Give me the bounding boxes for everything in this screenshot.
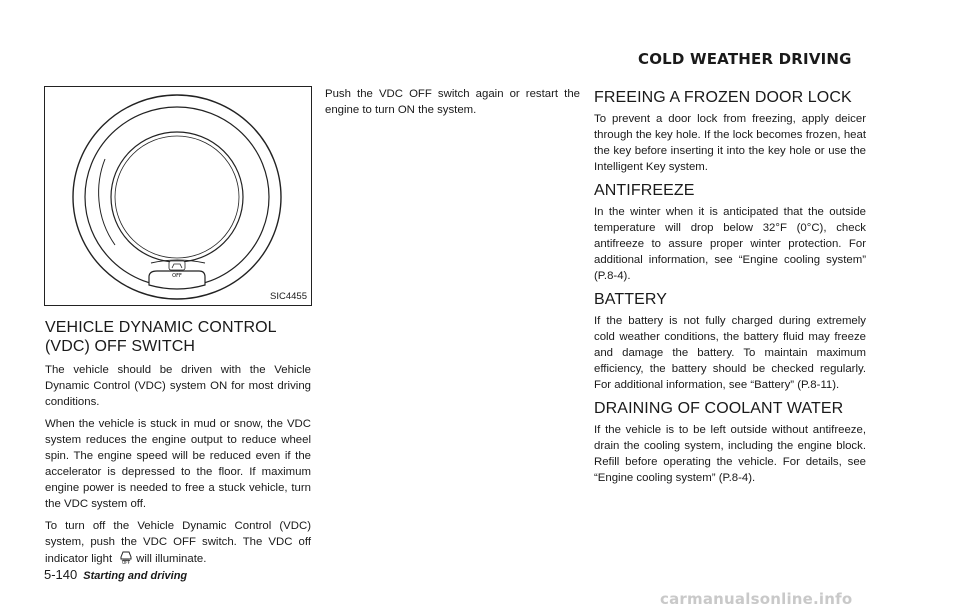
paragraph: The vehicle should be driven with the Vehicle Dynamic Control (VDC) system ON for most driving conditions.: [45, 364, 311, 408]
paragraph: If the vehicle is to be left outside without antifreeze, drain the cooling system, including the engine block. Refill before operating the vehicle. For details, see “Engine cooling system” (P.8-4).: [594, 424, 866, 484]
paragraph: If the battery is not fully charged during extremely cold weather conditions, the battery fluid may freeze and damage the battery. To maintain maximum efficiency, the battery should be checked regularly. For additional information, see “Battery” (P.8-11).: [594, 315, 866, 391]
antifreeze-heading: ANTIFREEZE: [594, 182, 695, 199]
vdc-switch-figure: [44, 86, 312, 306]
middle-column: [325, 86, 580, 124]
vdc-off-switch-illustration: [45, 87, 311, 305]
paragraph-text: will illuminate.: [136, 553, 207, 565]
draining-coolant-heading: DRAINING OF COOLANT WATER: [594, 400, 844, 417]
vdc-off-switch-heading: VEHICLE DYNAMIC CONTROL (VDC) OFF SWITCH: [45, 319, 277, 355]
right-column: [594, 88, 866, 492]
svg-text:OFF: OFF: [122, 559, 130, 564]
paragraph: [45, 518, 311, 567]
figure-label: SIC4455: [270, 291, 307, 302]
battery-heading: BATTERY: [594, 291, 668, 308]
page-footer: [44, 567, 187, 582]
frozen-door-lock-heading: FREEING A FROZEN DOOR LOCK: [594, 89, 852, 106]
left-column: [45, 318, 311, 573]
footer-chapter-title: Starting and driving: [83, 570, 188, 582]
paragraph: Push the VDC OFF switch again or restart the engine to turn ON the system.: [325, 88, 580, 116]
paragraph-text: To turn off the Vehicle Dynamic Control (VDC) system, push the VDC OFF switch. The VDC off indicator light: [45, 520, 311, 565]
section-title: COLD WEATHER DRIVING: [638, 50, 852, 68]
paragraph: To prevent a door lock from freezing, apply deicer through the key hole. If the lock becomes frozen, heat the key before inserting it into the key hole or use the Intelligent Key system.: [594, 113, 866, 173]
paragraph: When the vehicle is stuck in mud or snow, the VDC system reduces the engine output to reduce wheel spin. The engine speed will be reduced even if the accelerator is depressed to the floor. If maximum engine power is needed to free a stuck vehicle, turn the VDC system off.: [45, 418, 311, 510]
page-number: 5-140: [44, 567, 78, 582]
watermark: carmanualsonline.info: [660, 590, 853, 608]
paragraph: In the winter when it is anticipated that the outside temperature will drop below 32°F (0°C), check antifreeze to assure proper winter protection. For additional information, see “Engine cooling system” (P.8-4).: [594, 206, 866, 282]
vdc-off-indicator-icon: [118, 550, 134, 564]
svg-text:OFF: OFF: [172, 273, 182, 279]
